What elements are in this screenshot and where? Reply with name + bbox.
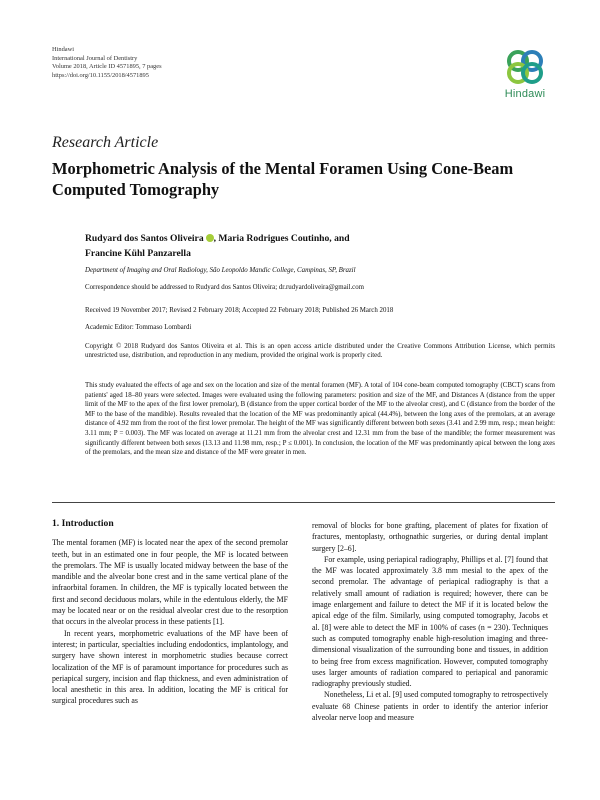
logo-wordmark: Hindawi [504, 88, 546, 100]
hindawi-logo-icon [503, 47, 547, 87]
publication-dates: Received 19 November 2017; Revised 2 February 2018; Accepted 22 February 2018; Published 26 March 2018 [85, 307, 394, 314]
article-type: Research Article [52, 134, 159, 151]
journal-header [52, 46, 162, 80]
paragraph: For example, using periapical radiography, Phillips et al. [7] found that the MF was located approximately 3.8 mm mesial to the apex of the second premolar. The advantage of periapical radiography is that a relatively small amount of radiation is required; however, there can be image enlargement and failure to detect the MF if it is located below the apical edge of the film. Similarly, using computed tomography, Jacobs et al. [8] were able to detect the MF in 100% of cases (n = 230). Techniques such as computed tomography enable high-resolution imaging and three-dimensional visualization of the surrounding bone and tissues, in addition to being free from excess magnification. However, computed tomography uses larger amounts of radiation compared to periapical and panoramic radiography previously studied. [312, 554, 548, 689]
copyright-notice: Copyright © 2018 Rudyard dos Santos Oliveira et al. This is an open access article distributed under the Creative Commons Attribution License, which permits unrestricted use, distribution, and reproduction in any medium, provided the original work is properly cited. [85, 343, 555, 360]
paragraph: In recent years, morphometric evaluations of the MF have been of interest; in particular, specialties including endodontics, implantology, and surgery have shown interest in morphometric studies because correct localization of the MF is of paramount importance for procedures such as periapical surgery, incision and flap thickness, and even administration of local anesthetic in this area. In addition, locating the MF is critical for surgical procedures such as [52, 628, 288, 706]
author-line-1 [85, 231, 555, 246]
abstract: This study evaluated the effects of age and sex on the location and size of the mental foramen (MF). A total of 104 cone-beam computed tomography (CBCT) scans from patients' aged 18–80 years were selected. Images were evaluated using the following parameters: position and size of the MF, and Distances A (distance from the upper limit of the MF to the apex of the first lower premolar), B (distance from the upper cortical border of the MF to the alveolar crest), and C (distance from the border of the MF to the base of the mandible). Results revealed that the location of the MF was predominantly apical (44.4%), between the long axes of the premolars, at an average distance of 4.92 mm from the root of the first lower premolar. The height of the MF was significantly different between both sexes (3.41 and 2.99 mm, resp.; mean height: 3.11 mm; P = 0.003). The MF was located on average at 11.21 mm from the alveolar crest and 12.31 mm from the base of the mandible; the former measurement was significantly different between both sexes (13.13 and 11.98 mm, resp.; P ≤ 0.001). In conclusion, the location of the MF was predominantly apical between the long axes of the premolars, and the mean size and distance of the MF were greater in men. [85, 382, 555, 457]
journal-name: International Journal of Dentistry [52, 54, 138, 62]
doi-link[interactable]: https://doi.org/10.1155/2018/4571895 [52, 71, 149, 79]
body-column-right [312, 520, 548, 723]
correspondence: Correspondence should be addressed to Rudyard dos Santos Oliveira; dr.rudyardoliveira@gmail.com [85, 284, 365, 291]
orcid-icon[interactable] [206, 234, 214, 242]
publisher-name: Hindawi [52, 46, 75, 53]
section-divider [52, 502, 555, 503]
academic-editor: Academic Editor: Tommaso Lombardi [85, 324, 192, 331]
section-heading: 1. Introduction [52, 518, 114, 529]
paragraph: removal of blocks for bone grafting, placement of plates for fixation of fractures, mentoplasty, orthognathic surgeries, or during dental implant surgery [2–6]. [312, 521, 548, 553]
author-line-2: Francine Kühl Panzarella [85, 248, 191, 259]
author-name-1[interactable]: Rudyard dos Santos Oliveira [85, 233, 204, 244]
paragraph: Nonetheless, Li et al. [9] used computed tomography to retrospectively evaluate 68 Chinese patients in order to identify the anterior inferior alveolar nerve loop and measure [312, 690, 548, 723]
volume-info: Volume 2018, Article ID 4571895, 7 pages [52, 63, 162, 71]
body-column-left [52, 514, 288, 707]
author-list [85, 231, 555, 261]
author-names-2: , Maria Rodrigues Coutinho, and [213, 233, 350, 244]
hindawi-logo [497, 47, 553, 107]
affiliation: Department of Imaging and Oral Radiology, São Leopoldo Mandic College, Campinas, SP, Brazil [85, 267, 356, 274]
paragraph: The mental foramen (MF) is located near the apex of the second premolar teeth, but in an estimated one in four people, the MF is located between the premolars. The MF is usually located midway between the base of the mandible and the alveolar bone crest and in the same vertical plane of the infraorbital foramen. In children, the MF is typically located between the first and second deciduous molars, while in the edentulous elderly, the MF may be located near or on the residual alveolar crest due to the resorption that occurs in the alveolar process in these patients [1]. [52, 538, 288, 627]
article-title: Morphometric Analysis of the Mental Foramen Using Cone-Beam Computed Tomography [52, 159, 514, 199]
